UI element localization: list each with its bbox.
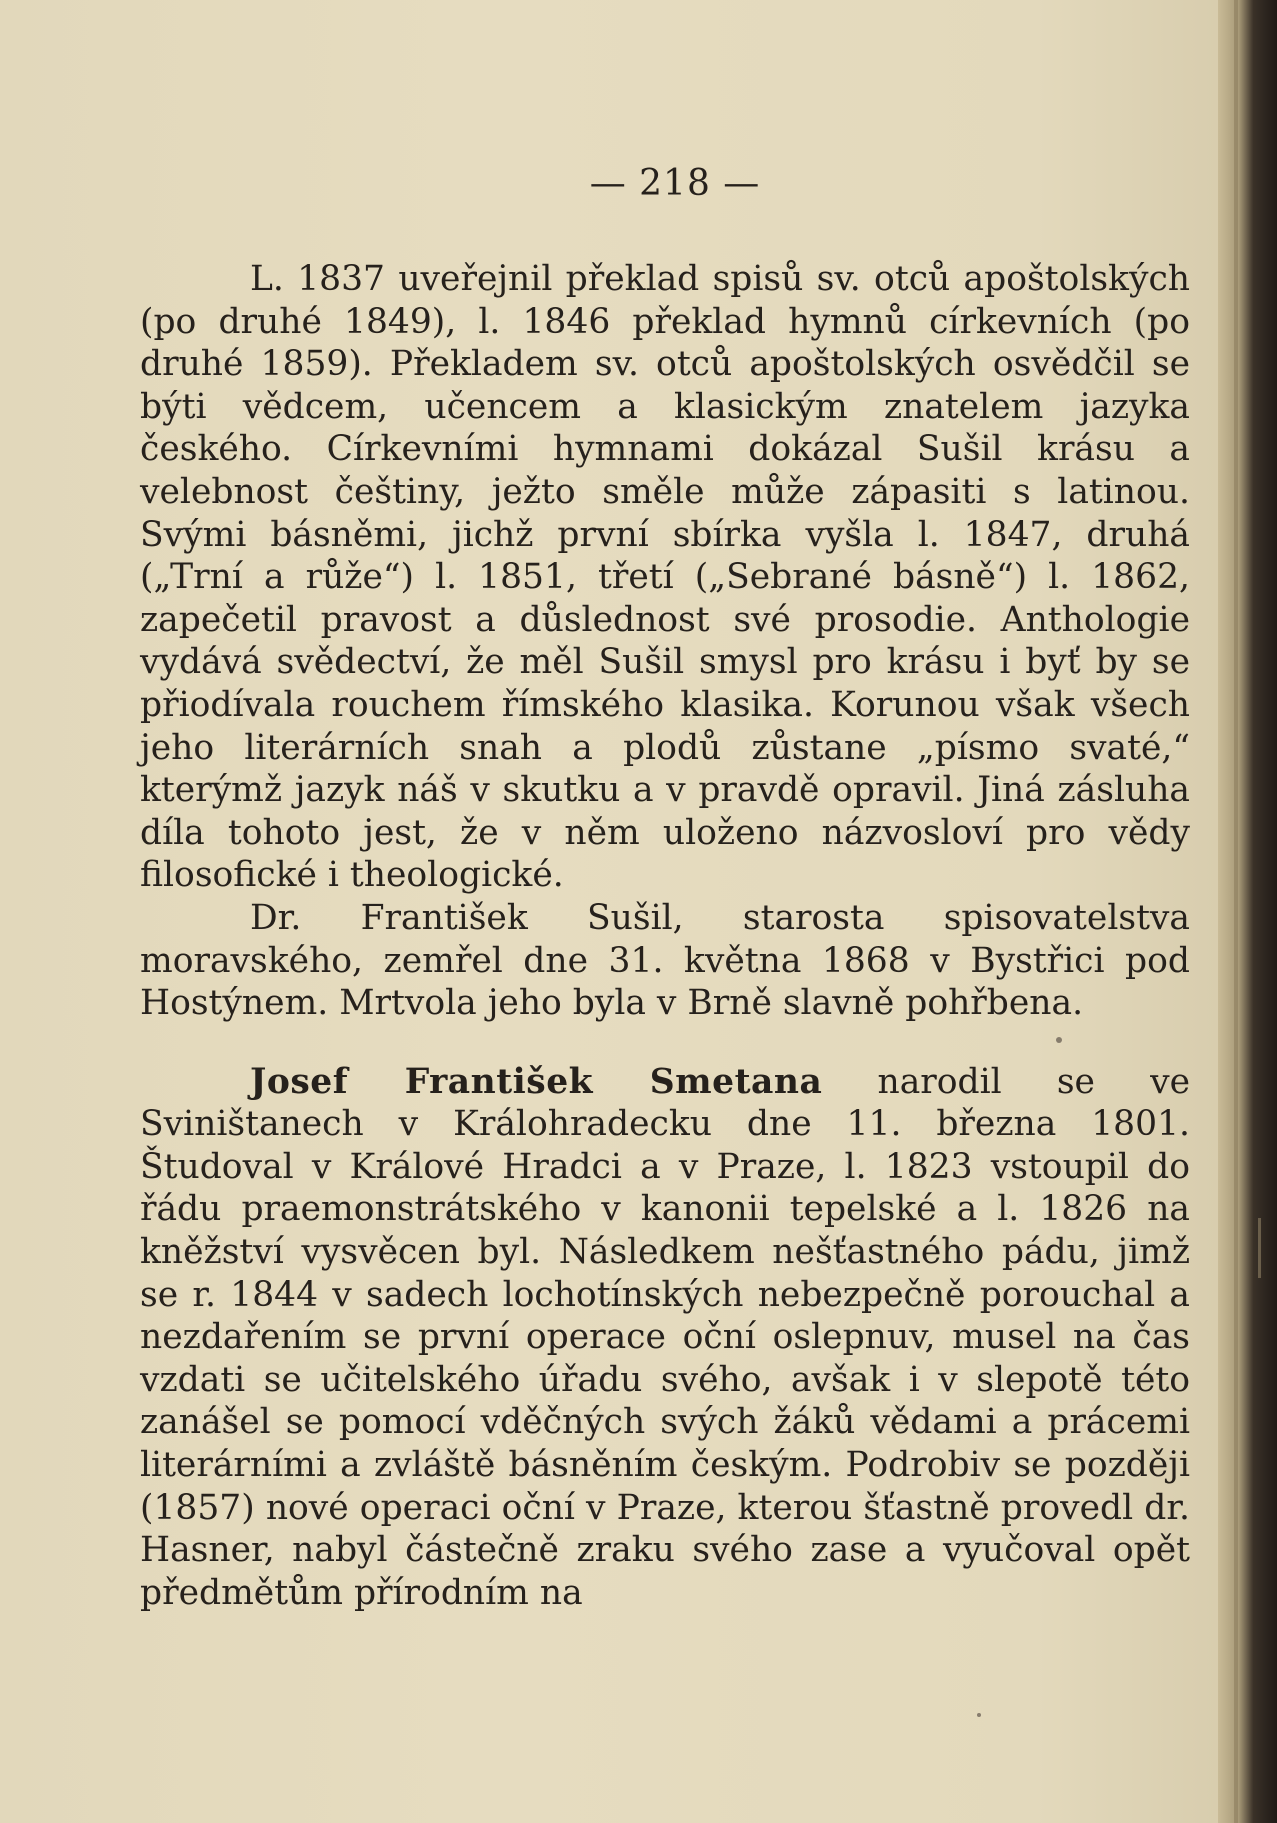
paragraph-smetana (140, 1061, 1190, 1615)
page-number: — 218 — (589, 163, 761, 204)
section-divider (140, 1025, 1190, 1061)
ink-speck (977, 1713, 981, 1717)
page-edge-line (1234, 0, 1238, 1823)
paragraph-smetana-body: narodil se ve Sviništanech v Králohradecku dne 11. března 1801. Študoval v Králové Hradci a v Praze, l. 1823 vstoupil do řádu praemonstrátského v kanonii tepelské a l. 1826 na kněžství vysvěcen byl. Následkem nešťastného pádu, jimž se r. 1844 v sadech lochotínských nebezpečně porouchal a nezdařením se první operace oční oslepnuv, musel na čas vzdati se učitelského úřadu svého, avšak i v slepotě této zanášel se pomocí vděčných svých žáků vědami a prácemi literárními a zvláště básněním českým. Podrobiv se později (1857) nové operaci oční v Praze, kterou šťastně provedl dr. Hasner, nabyl částečně zraku svého zase a vyučoval opět předmětům přírodním na (140, 1061, 1190, 1613)
paragraph-death: Dr. František Sušil, starosta spisovatelstva moravského, zemřel dne 31. května 1868 v Bystřici pod Hostýnem. Mrtvola jeho byla v Brně slavně pohřbena. (140, 897, 1190, 1024)
person-name: Josef František Smetana (250, 1061, 823, 1102)
page-text-block (140, 160, 1190, 1614)
margin-mark (1258, 1218, 1261, 1278)
ink-speck (1056, 1037, 1062, 1043)
book-spine-shadow (1218, 0, 1277, 1823)
paragraph-translations: L. 1837 uveřejnil překlad spisů sv. otců apoštolských (po druhé 1849), l. 1846 překlad hymnů církevních (po druhé 1859). Překladem sv. otců apoštolských osvědčil se býti vědcem, učencem a klasickým znatelem jazyka českého. Církevními hymnami dokázal Sušil krásu a velebnost češtiny, ježto směle může zápasiti s latinou. Svými básněmi, jichž první sbírka vyšla l. 1847, druhá („Trní a růže“) l. 1851, třetí („Sebrané básně“) l. 1862, zapečetil pravost a důslednost své prosodie. Anthologie vydává svědectví, že měl Sušil smysl pro krásu i byť by se přiodívala rouchem římského klasika. Korunou však všech jeho literárních snah a plodů zůstane „písmo svaté,“ kterýmž jazyk náš v skutku a v pravdě opravil. Jiná zásluha díla tohoto jest, že v něm uloženo názvosloví pro vědy filosofické i theologické. (140, 259, 1190, 896)
